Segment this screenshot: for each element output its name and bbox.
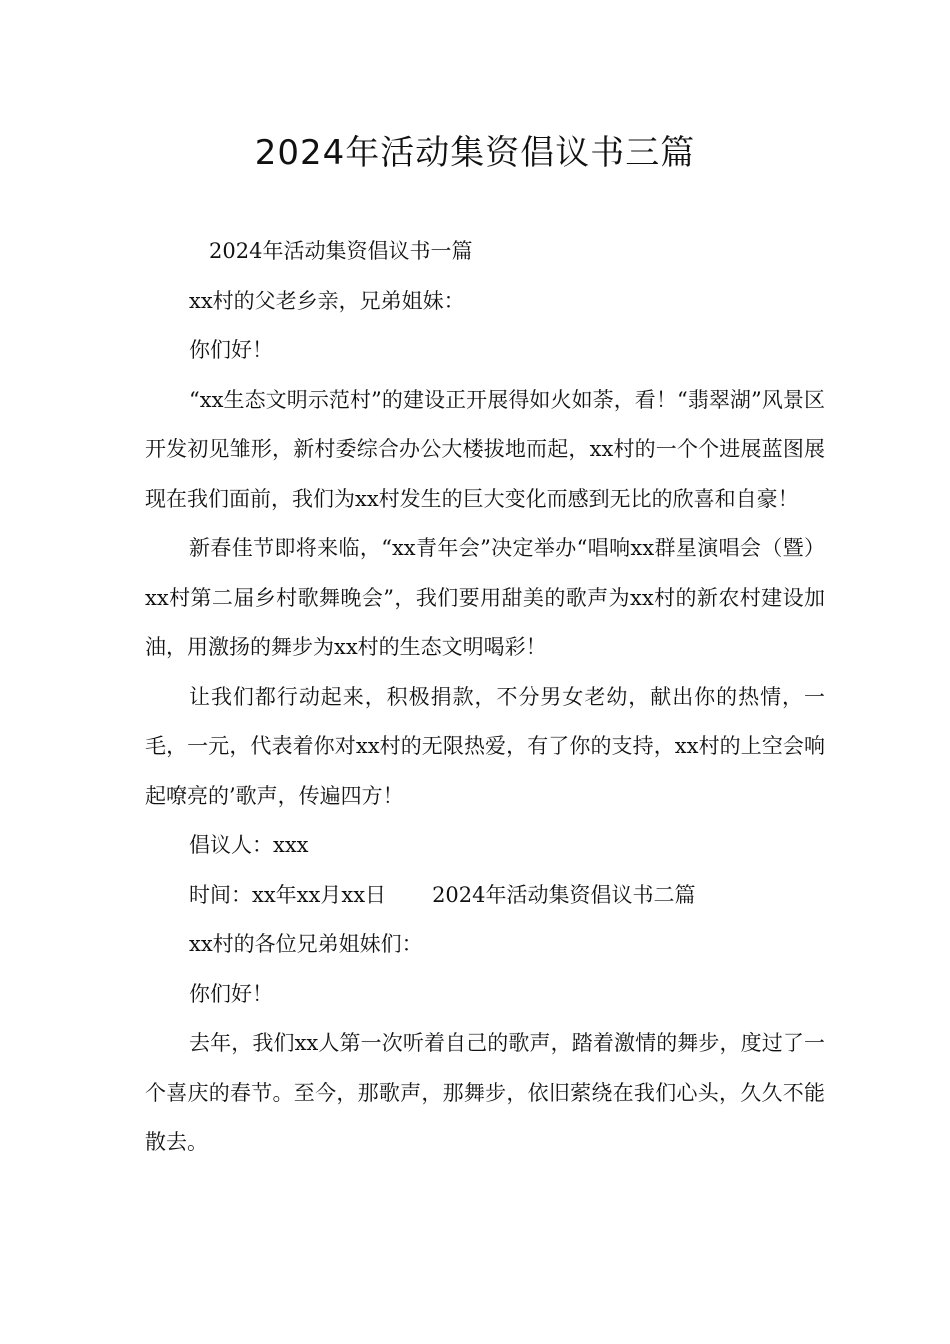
paragraph-4: 去年，我们xx人第一次听着自己的歌声，踏着激情的舞步，度过了一个喜庆的春节。至今，那歌声，那舞步，依旧萦绕在我们心头，久久不能散去。	[145, 1031, 825, 1154]
paragraph-2: 新春佳节即将来临，“xx青年会”决定举办“唱响xx群星演唱会（暨）xx村第二届乡村歌舞晚会”，我们要用甜美的歌声为xx村的新农村建设加油，用激扬的舞步为xx村的生态文明喝彩！	[145, 536, 825, 659]
salutation-2: xx村的各位兄弟姐妹们：	[189, 932, 423, 956]
time-text: 时间：xx年xx月xx日	[189, 882, 387, 907]
paragraph-3: 让我们都行动起来，积极捐款，不分男女老幼，献出你的热情，一毛，一元，代表着你对xx村的无限热爱，有了你的支持，xx村的上空会响起嘹亮的’歌声，传遍四方！	[145, 684, 825, 808]
time-line	[145, 871, 825, 921]
document-body	[145, 227, 825, 1168]
paragraph-1: “xx生态文明示范村”的建设正开展得如火如荼，看！“翡翠湖”风景区开发初见雏形，新村委综合办公大楼拔地而起，xx村的一个个进展蓝图展现在我们面前，我们为xx村发生的巨大变化而感到无比的欣喜和自豪！	[145, 387, 825, 511]
initiator-line: 倡议人：xxx	[189, 833, 309, 857]
salutation-1: xx村的父老乡亲，兄弟姐妹：	[189, 288, 465, 313]
section-heading-2: 2024年活动集资倡议书二篇	[432, 882, 696, 907]
greeting-2: 你们好！	[189, 981, 273, 1006]
section-heading-1: 2024年活动集资倡议书一篇	[209, 239, 473, 263]
document-title: 2024年活动集资倡议书三篇	[254, 133, 696, 173]
greeting-1: 你们好！	[189, 338, 273, 362]
